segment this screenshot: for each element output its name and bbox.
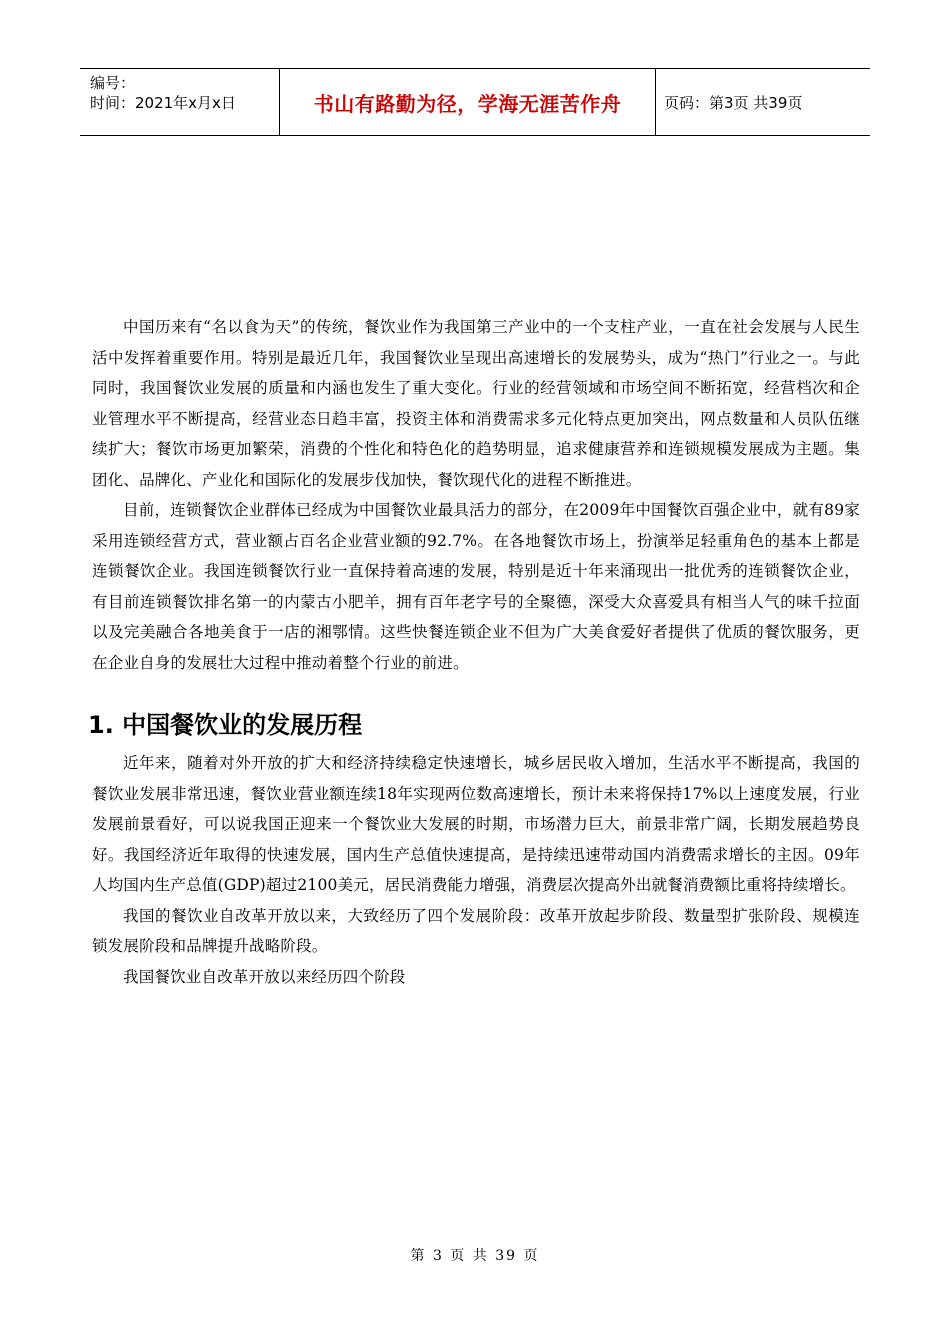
page-header bbox=[80, 68, 870, 136]
intro-paragraph-2: 目前，连锁餐饮企业群体已经成为中国餐饮业最具活力的部分，在2009年中国餐饮百强企业中，就有89家采用连锁经营方式，营业额占百名企业营业额的92.7%。在各地餐饮市场上，扮演举足轻重角色的基本上都是连锁餐饮企业。我国连锁餐饮行业一直保持着高速的发展，特别是近十年来涌现出一批优秀的连锁餐饮企业，有目前连锁餐饮排名第一的内蒙古小肥羊，拥有百年老字号的全聚德，深受大众喜爱具有相当人气的味千拉面以及完美融合各地美食于一店的湘鄂情。这些快餐连锁企业不但为广大美食爱好者提供了优质的餐饮服务，更在企业自身的发展壮大过程中推动着整个行业的前进。 bbox=[92, 501, 860, 672]
header-page-info: 页码：第3页 共39页 bbox=[664, 93, 803, 112]
section-paragraph-1: 近年来，随着对外开放的扩大和经济持续稳定快速增长，城乡居民收入增加，生活水平不断提高，我国的餐饮业发展非常迅速，餐饮业营业额连续18年实现两位数高速增长，预计未来将保持17%以上速度发展，行业发展前景看好，可以说我国正迎来一个餐饮业大发展的时期，市场潜力巨大，前景非常广阔，长期发展趋势良好。我国经济近年取得的快速发展，国内生产总值快速提高，是持续迅速带动国内消费需求增长的主因。09年人均国内生产总值(GDP)超过2100美元，居民消费能力增强，消费层次提高外出就餐消费额比重将持续增长。 bbox=[92, 754, 860, 894]
intro-paragraph-1: 中国历来有“名以食为天”的传统，餐饮业作为我国第三产业中的一个支柱产业，一直在社会发展与人民生活中发挥着重要作用。特别是最近几年，我国餐饮业呈现出高速增长的发展势头，成为“热门”行业之一。与此同时，我国餐饮业发展的质量和内涵也发生了重大变化。行业的经营领域和市场空间不断拓宽，经营档次和企业管理水平不断提高，经营业态日趋丰富，投资主体和消费需求多元化特点更加突出，网点数量和人员队伍继续扩大；餐饮市场更加繁荣，消费的个性化和特色化的趋势明显，追求健康营养和连锁规模发展成为主题。集团化、品牌化、产业化和国际化的发展步伐加快，餐饮现代化的进程不断推进。 bbox=[92, 318, 860, 489]
number-label: 编号： bbox=[90, 74, 136, 92]
header-meta bbox=[80, 69, 280, 135]
section-paragraph-3: 我国餐饮业自改革开放以来经历四个阶段 bbox=[123, 967, 406, 986]
page-footer: 第 3 页 共 39 页 bbox=[410, 1248, 540, 1264]
section-paragraph-2: 我国的餐饮业自改革开放以来，大致经历了四个发展阶段：改革开放起步阶段、数量型扩张阶段、规模连锁发展阶段和品牌提升战略阶段。 bbox=[92, 906, 860, 955]
section-heading: 1. 中国餐饮业的发展历程 bbox=[88, 711, 363, 739]
date-label: 时间：2021年x月x日 bbox=[90, 94, 236, 112]
header-motto: 书山有路勤为径，学海无涯苦作舟 bbox=[280, 69, 656, 135]
document-body bbox=[88, 312, 860, 992]
